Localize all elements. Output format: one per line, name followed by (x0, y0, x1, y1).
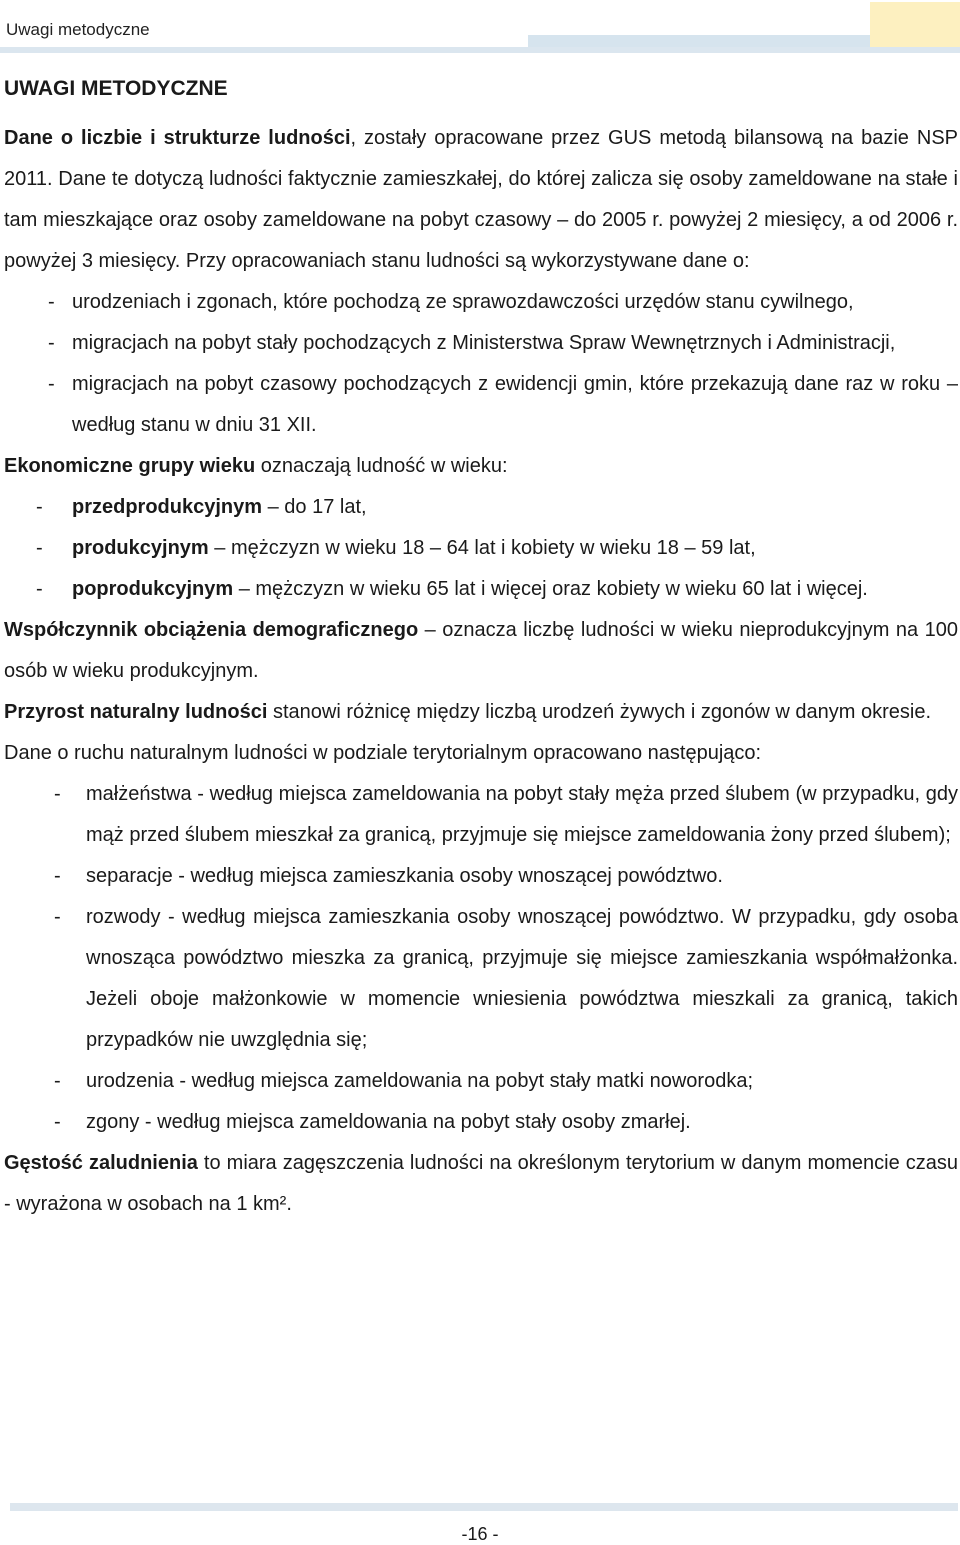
list-dash: - (48, 373, 55, 395)
header-decor-box (870, 2, 960, 48)
list-item (4, 897, 958, 1061)
paragraph-text: – oznacza liczbę ludności w wieku nieprodukcyjnym na 100 osób w wieku produkcyjnym. (4, 619, 958, 682)
paragraph-dependency-ratio (4, 610, 958, 692)
paragraph-text: oznaczają ludność w wieku: (255, 455, 508, 477)
list-dash: - (54, 906, 61, 928)
list-dash: - (54, 783, 61, 805)
paragraph-age-groups (4, 446, 958, 487)
list-dash: - (54, 1070, 61, 1092)
document-body (4, 68, 958, 1225)
list-dash: - (48, 291, 55, 313)
list-item-text: migracjach na pobyt czasowy pochodzących z ewidencji gmin, które przekazują dane raz w roku – według stanu w dniu 31 XII. (72, 373, 958, 436)
header-decor-bar (528, 35, 870, 47)
list-item-text: małżeństwa - według miejsca zameldowania na pobyt stały męża przed ślubem (w przypadku, gdy mąż przed ślubem mieszkał za granicą, przyjmuje się miejsce zameldowania żony przed ślubem); (86, 783, 958, 846)
paragraph-text: stanowi różnicę między liczbą urodzeń żywych i zgonów w danym okresie. (267, 701, 932, 723)
page-heading: UWAGI METODYCZNE (4, 77, 228, 100)
list-item (4, 487, 958, 528)
list-item-text: zgony - według miejsca zameldowania na pobyt stały osoby zmarłej. (86, 1111, 691, 1133)
page-number: -16 - (461, 1524, 499, 1544)
list-item (4, 856, 958, 897)
page-header (0, 0, 960, 56)
list-item-text: separacje - według miejsca zamieszkania osoby wnoszącej powództwo. (86, 865, 723, 887)
list-vital-statistics (4, 774, 958, 1143)
list-item-term: przedprodukcyjnym (72, 496, 263, 518)
list-item-text: – do 17 lat, (262, 496, 367, 518)
list-dash: - (36, 537, 43, 559)
footer-rule (10, 1503, 958, 1511)
list-item-text: urodzenia - według miejsca zameldowania na pobyt stały matki noworodka; (86, 1070, 754, 1092)
list-item-text: migracjach na pobyt stały pochodzących z Ministerstwa Spraw Wewnętrznych i Administracji, (72, 332, 896, 354)
paragraph-density (4, 1143, 958, 1225)
term-natural-increase: Przyrost naturalny ludności (4, 701, 268, 723)
list-item (4, 282, 958, 323)
list-item (4, 774, 958, 856)
list-item-text: urodzeniach i zgonach, które pochodzą ze sprawozdawczości urzędów stanu cywilnego, (72, 291, 854, 313)
list-item (4, 323, 958, 364)
header-title: Uwagi metodyczne (6, 20, 150, 39)
list-item-term: produkcyjnym (72, 537, 209, 559)
list-item-term: poprodukcyjnym (72, 578, 234, 600)
list-item (4, 528, 958, 569)
paragraph-vital-statistics: Dane o ruchu naturalnym ludności w podziale terytorialnym opracowano następująco: (4, 742, 762, 764)
term-population: Dane o liczbie i strukturze ludności (4, 127, 351, 149)
list-age-groups (4, 487, 958, 610)
list-item-text: – mężczyzn w wieku 65 lat i więcej oraz kobiety w wieku 60 lat i więcej. (233, 578, 868, 600)
paragraph-text: , zostały opracowane przez GUS metodą bilansową na bazie NSP 2011. Dane te dotyczą ludności faktycznie zamieszkałej, do której zalicza się osoby zameldowane na stałe i tam mieszkające oraz osoby zameldowane na pobyt czasowy – do 2005 r. powyżej 2 miesięcy, a od 2006 r. powyżej 3 miesięcy. Przy opracowaniach stanu ludności są wykorzystywane dane o: (4, 127, 959, 272)
list-dash: - (54, 1111, 61, 1133)
paragraph-natural-increase (4, 692, 958, 733)
list-item-text: – mężczyzn w wieku 18 – 64 lat i kobiety w wieku 18 – 59 lat, (208, 537, 756, 559)
list-item (4, 1102, 958, 1143)
list-item-text: rozwody - według miejsca zamieszkania osoby wnoszącej powództwo. W przypadku, gdy osoba wnosząca powództwo mieszka za granicą, przyjmuje się miejsce zamieszkania współmałżonka. Jeżeli oboje małżonkowie w momencie wniesienia powództwa mieszkali za granicą, takich przypadków nie uwzględnia się; (86, 906, 958, 1051)
list-item (4, 569, 958, 610)
list-data-sources (4, 282, 958, 446)
term-age-groups: Ekonomiczne grupy wieku (4, 455, 256, 477)
list-item (4, 1061, 958, 1102)
list-dash: - (36, 578, 43, 600)
header-rule (0, 47, 960, 53)
list-dash: - (54, 865, 61, 887)
term-dependency-ratio: Współczynnik obciążenia demograficznego (4, 619, 419, 641)
paragraph-population (4, 118, 958, 282)
list-dash: - (36, 496, 43, 518)
list-item (4, 364, 958, 446)
paragraph-text: to miara zagęszczenia ludności na określonym terytorium w danym momencie czasu - wyrażona w osobach na 1 km². (4, 1152, 959, 1215)
list-dash: - (48, 332, 55, 354)
term-density: Gęstość zaludnienia (4, 1152, 198, 1174)
